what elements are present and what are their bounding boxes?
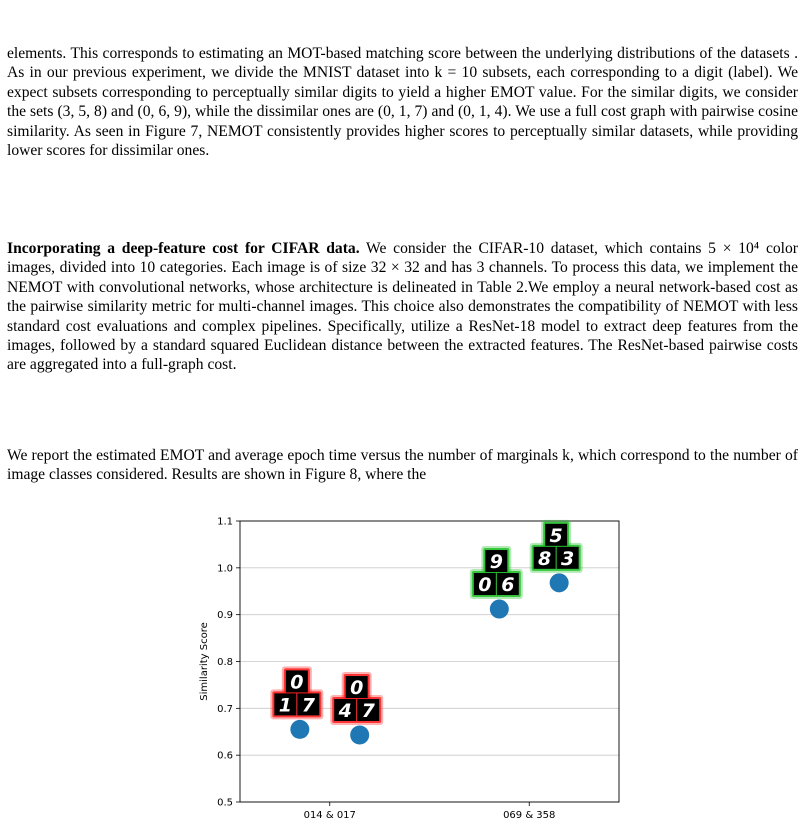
paragraph-cifar <box>7 239 798 375</box>
y-tick-label: 0.7 <box>217 703 233 715</box>
similarity-score-figure <box>190 505 620 827</box>
digit-glyph: 0 <box>350 677 364 700</box>
paragraph-results <box>7 446 798 485</box>
paragraph-text: We consider the CIFAR-10 dataset, which contains 5 × 10⁴ color images, divided into 10 categories. Each image is of size 32 × 32 and has 3 channels. To process this data, we implement the NEMOT with convolutional networks, whose architecture is delineated in Table 2.We employ a neural network-based cost as the pairwise similarity metric for multi-channel images. This choice also demonstrates the compatibility of NEMOT with less standard cost evaluations and complex pipelines. Specifically, utilize a ResNet-18 model to extract deep features from the images, followed by a standard squared Euclidean distance between the extracted features. The ResNet-based pairwise costs are aggregated into a full-graph cost. <box>7 240 798 374</box>
digit-glyph: 0 <box>290 671 304 694</box>
x-tick-label: 069 & 358 <box>503 810 556 821</box>
y-axis-label: Similarity Score <box>199 622 210 701</box>
digit-thumbnails-014 <box>330 672 383 725</box>
digit-thumbnails-358 <box>530 520 583 573</box>
data-point-017 <box>290 720 309 739</box>
digit-glyph: 1 <box>278 694 292 717</box>
digit-glyph: 6 <box>501 574 515 597</box>
digit-glyph: 4 <box>338 700 352 723</box>
digit-glyph: 3 <box>561 547 575 570</box>
paragraph-text: elements. This corresponds to estimating an MOT-based matching score between the underlying distributions of the datasets . As in our previous experiment, we divide the MNIST dataset into k = 10 subsets, each corresponding to a digit (label). We expect subsets corresponding to perceptually similar digits to yield a higher EMOT value. For the similar digits, we consider the sets (3, 5, 8) and (0, 6, 9), while the dissimilar ones are (0, 1, 7) and (0, 1, 4). We use a full cost graph with pairwise cosine similarity. As seen in Figure 7, NEMOT consistently provides higher scores to perceptually similar datasets, while providing lower scores for dissimilar ones. <box>7 45 798 160</box>
y-tick-label: 1.0 <box>217 563 233 575</box>
y-tick-label: 0.5 <box>217 797 233 809</box>
paragraph-mnist-experiment <box>7 44 798 160</box>
digit-glyph: 7 <box>301 694 315 717</box>
paragraph-text: We report the estimated EMOT and average epoch time versus the number of marginals k, which correspond to the number of image classes considered. Results are shown in Figure 8, where the <box>7 447 798 484</box>
digit-thumbnails-017 <box>270 666 323 719</box>
digit-glyph: 0 <box>478 574 492 597</box>
paragraph-heading: Incorporating a deep-feature cost for CIFAR data. <box>7 240 360 257</box>
y-tick-label: 1.1 <box>217 516 233 528</box>
x-tick-label: 014 & 017 <box>303 810 356 821</box>
digit-glyph: 9 <box>489 551 503 574</box>
data-point-014 <box>350 726 369 745</box>
digit-thumbnails-069 <box>470 546 523 599</box>
digit-glyph: 5 <box>549 524 563 547</box>
y-tick-label: 0.6 <box>217 750 233 762</box>
data-point-069 <box>490 600 509 619</box>
digit-glyph: 7 <box>361 700 375 723</box>
data-point-358 <box>550 573 569 592</box>
y-tick-label: 0.9 <box>217 610 233 622</box>
y-tick-label: 0.8 <box>217 657 233 668</box>
digit-glyph: 8 <box>538 547 552 570</box>
